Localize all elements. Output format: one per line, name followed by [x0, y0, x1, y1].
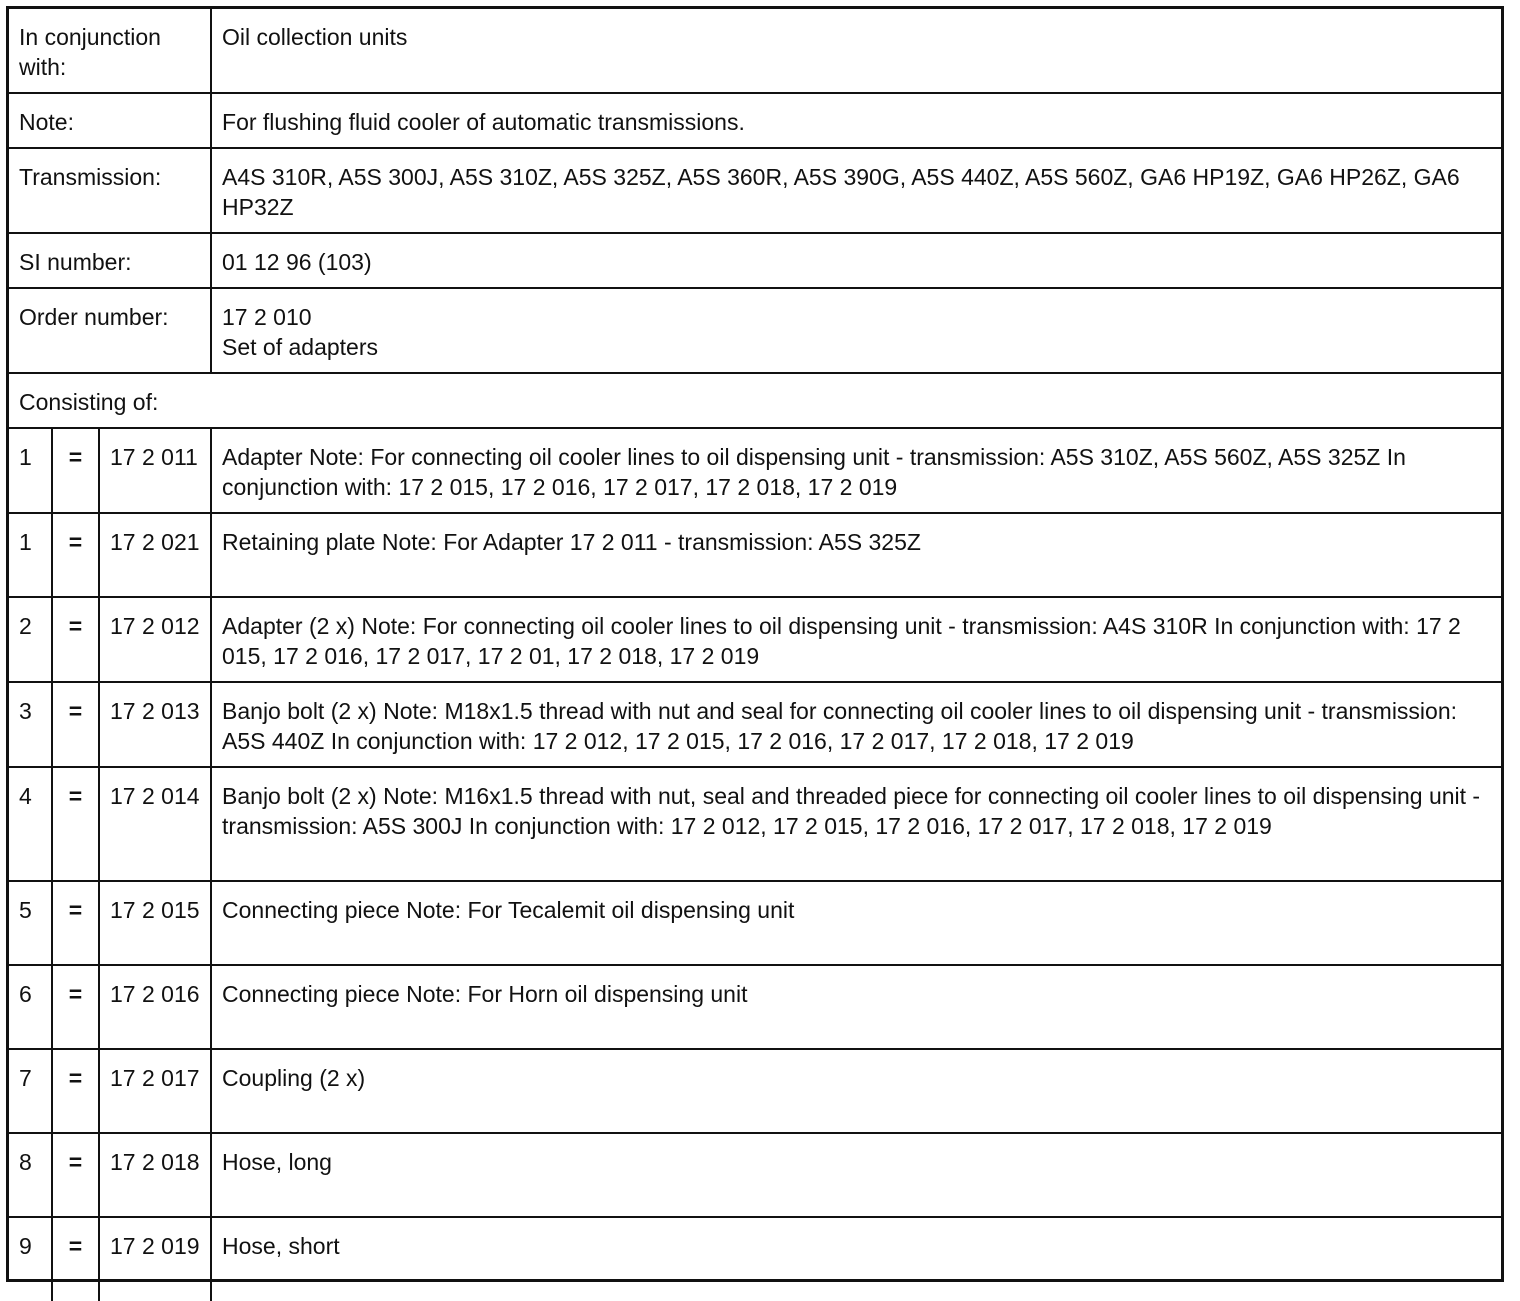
item-qty: 5 [9, 881, 52, 965]
table-row [9, 965, 1501, 1049]
note-row [9, 93, 1501, 148]
item-equals: = [52, 597, 99, 682]
conjunction-value: Oil collection units [211, 9, 1501, 93]
conjunction-row [9, 9, 1501, 93]
item-qty: 9 [9, 1217, 52, 1301]
item-equals: = [52, 428, 99, 513]
item-part-number: 17 2 015 [99, 881, 211, 965]
item-qty: 3 [9, 682, 52, 767]
table-row [9, 1217, 1501, 1301]
table-row [9, 1049, 1501, 1133]
item-qty: 8 [9, 1133, 52, 1217]
item-description: Coupling (2 x) [211, 1049, 1501, 1133]
item-description: Hose, long [211, 1133, 1501, 1217]
parts-table [9, 9, 1501, 1301]
item-description: Adapter Note: For connecting oil cooler lines to oil dispensing unit - transmission: A5S 310Z, A5S 560Z, A5S 325Z In conjunction with: 17 2 015, 17 2 016, 17 2 017, 17 2 018, 17 2 019 [211, 428, 1501, 513]
item-part-number: 17 2 014 [99, 767, 211, 881]
item-equals: = [52, 767, 99, 881]
item-equals: = [52, 1049, 99, 1133]
item-part-number: 17 2 016 [99, 965, 211, 1049]
parts-sheet [6, 6, 1504, 1282]
table-row [9, 767, 1501, 881]
item-description: Adapter (2 x) Note: For connecting oil cooler lines to oil dispensing unit - transmission: A4S 310R In conjunction with: 17 2 015, 17 2 016, 17 2 017, 17 2 01, 17 2 018, 17 2 019 [211, 597, 1501, 682]
si-number-label: SI number: [9, 233, 211, 288]
item-description: Retaining plate Note: For Adapter 17 2 011 - transmission: A5S 325Z [211, 513, 1501, 597]
item-qty: 7 [9, 1049, 52, 1133]
item-qty: 2 [9, 597, 52, 682]
item-part-number: 17 2 012 [99, 597, 211, 682]
note-label: Note: [9, 93, 211, 148]
item-equals: = [52, 513, 99, 597]
conjunction-label: In conjunction with: [9, 9, 211, 93]
consisting-of-row [9, 373, 1501, 428]
item-qty: 6 [9, 965, 52, 1049]
item-description: Banjo bolt (2 x) Note: M16x1.5 thread with nut, seal and threaded piece for connecting oil cooler lines to oil dispensing unit - transmission: A5S 300J In conjunction with: 17 2 012, 17 2 015, 17 2 016, 17 2 017, 17 2 018, 17 2 019 [211, 767, 1501, 881]
note-value: For flushing fluid cooler of automatic transmissions. [211, 93, 1501, 148]
transmission-value: A4S 310R, A5S 300J, A5S 310Z, A5S 325Z, A5S 360R, A5S 390G, A5S 440Z, A5S 560Z, GA6 HP19Z, GA6 HP26Z, GA6 HP32Z [211, 148, 1501, 233]
consisting-of-label: Consisting of: [9, 373, 1501, 428]
table-row [9, 1133, 1501, 1217]
order-description: Set of adapters [222, 334, 379, 360]
item-part-number: 17 2 011 [99, 428, 211, 513]
item-equals: = [52, 965, 99, 1049]
item-part-number: 17 2 013 [99, 682, 211, 767]
transmission-label: Transmission: [9, 148, 211, 233]
item-qty: 1 [9, 428, 52, 513]
order-number-row [9, 288, 1501, 373]
item-part-number: 17 2 019 [99, 1217, 211, 1301]
table-row [9, 682, 1501, 767]
item-part-number: 17 2 017 [99, 1049, 211, 1133]
item-equals: = [52, 682, 99, 767]
item-description: Banjo bolt (2 x) Note: M18x1.5 thread with nut and seal for connecting oil cooler lines to oil dispensing unit - transmission: A5S 440Z In conjunction with: 17 2 012, 17 2 015, 17 2 016, 17 2 017, 17 2 018, 17 2 019 [211, 682, 1501, 767]
item-description: Connecting piece Note: For Horn oil dispensing unit [211, 965, 1501, 1049]
si-number-value: 01 12 96 (103) [211, 233, 1501, 288]
order-number-value: 17 2 010 [222, 304, 312, 330]
item-part-number: 17 2 018 [99, 1133, 211, 1217]
item-equals: = [52, 881, 99, 965]
si-number-row [9, 233, 1501, 288]
item-description: Hose, short [211, 1217, 1501, 1301]
table-row [9, 597, 1501, 682]
item-description: Connecting piece Note: For Tecalemit oil dispensing unit [211, 881, 1501, 965]
table-row [9, 513, 1501, 597]
table-row [9, 428, 1501, 513]
item-part-number: 17 2 021 [99, 513, 211, 597]
table-row [9, 881, 1501, 965]
item-equals: = [52, 1217, 99, 1301]
order-number-cell [211, 288, 1501, 373]
transmission-row [9, 148, 1501, 233]
item-equals: = [52, 1133, 99, 1217]
order-number-label: Order number: [9, 288, 211, 373]
item-qty: 1 [9, 513, 52, 597]
item-qty: 4 [9, 767, 52, 881]
